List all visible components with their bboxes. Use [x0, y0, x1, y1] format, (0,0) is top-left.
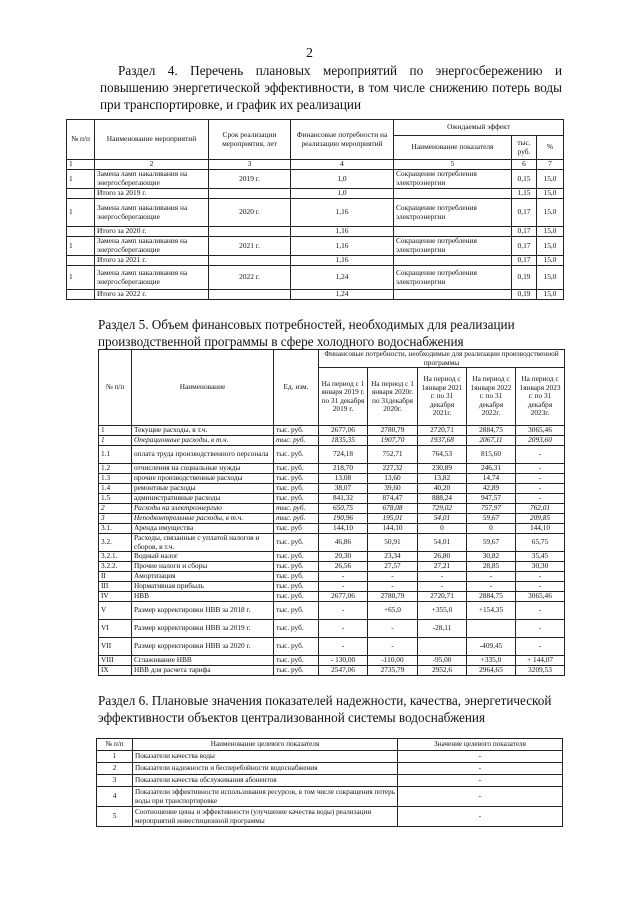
table-row: 3.2.2. Прочие налоги и сборы тыс. руб. 26,56 27,57 27,21 28,85 30,30	[99, 562, 565, 572]
col-header-num: № п/п	[67, 120, 95, 160]
section5-title: Раздел 5. Объем финансовых потребностей, необходимых для реализации производственной программы в сфере холодного водоснабжения	[98, 317, 515, 349]
section6-title: Раздел 6. Плановые значения показателей надежности, качества, энергетической эффективности объектов централизованной системы водоснабжения	[98, 693, 552, 725]
col-header-period-2019: На период с 1 января 2019 г. по 31 декабря 2019 г.	[319, 368, 368, 426]
table-row: 1.3 прочие производственные расходы тыс. руб. 13,08 13,60 13,82 14,74 -	[99, 474, 565, 484]
col-header-period-2020: На период с 1 января 2020г. по 31декабря 2020г.	[368, 368, 418, 426]
section5-table	[98, 349, 565, 676]
table-row: 3 Показатели качества обслуживания абонентов -	[97, 775, 563, 787]
table-row: 5 Соотношение цены и эффективности (улучшение качества воды) реализации мероприятий инвестиционной программы -	[97, 807, 563, 827]
col-header-num: № п/п	[97, 739, 133, 751]
table-row: 1.2 отчисления на социальные нужды тыс. руб. 218,70 227,32 230,89 246,31 -	[99, 464, 565, 474]
table-row: 2 Расходы на электроэнергию тыс. руб. 650,75 678,08 729,02 757,97 762,01	[99, 504, 565, 514]
col-header-value: Значение целевого показателя	[398, 739, 563, 751]
table-row-total: Итого за 2022 г. 1,24 0,19 15,0	[67, 290, 564, 300]
col-header-name: Наименование мероприятий	[95, 120, 209, 160]
table-row: 1 Замена ламп накаливания на энергосберегающие 2022 г. 1,24 Сокращение потребления электроэнергии 0,19 15,0	[67, 266, 564, 290]
table-row: 3 Неподконтрольные расходы, в т.ч. тыс. руб. 190,96 195,01 54,01 59,67 209,85	[99, 514, 565, 524]
table-row: 3.1. Аренда имущества тыс. руб 144,10 144,10 0 0 144,10	[99, 524, 565, 534]
table-row: 1.4 ремонтные расходы тыс. руб. 38,07 39,60 40,20 42,89 -	[99, 484, 565, 494]
table-row: 3.2.1. Водный налог тыс. руб. 20,30 23,34 26,80 30,82 35,45	[99, 552, 565, 562]
table-row: 1.5 административные расходы тыс. руб. 841,32 874,47 888,24 947,57 -	[99, 494, 565, 504]
table-row-total: Итого за 2020 г. 1,16 0,17 15,0	[67, 227, 564, 237]
table-row: 2 Показатели надежности и бесперебойности водоснабжения -	[97, 763, 563, 775]
section6-table	[96, 738, 563, 827]
col-header-name: Наименование	[132, 350, 274, 426]
col-header-num: № п/п	[99, 350, 132, 426]
table-row: VI Размер корректировки НВВ за 2019 г. тыс. руб. - - -28,11 -	[99, 620, 565, 638]
table-row: VII Размер корректировки НВВ за 2020 г. тыс. руб. - - -409,45 -	[99, 638, 565, 656]
table-row: 1 Показатели качества воды -	[97, 751, 563, 763]
table-row: 3.2. Расходы, связанные с уплатой налогов и сборов, в т.ч. тыс. руб. 46,86 50,91 54,01 59,67 65,75	[99, 534, 565, 552]
col-header-indicator: Наименование показателя	[394, 136, 512, 160]
col-numbers-row: 1 2 3 4 5 6 7	[67, 160, 564, 170]
col-header-period-2023: На период с 1января 2023 г. по 31 декабря 2023г.	[516, 368, 565, 426]
page-number: 2	[306, 46, 313, 61]
table-row: 4 Показатели эффективности использования ресурсов, в том числе сокращения потерь воды при транспортировке -	[97, 787, 563, 807]
table-row: III Нормативная прибыль тыс. руб. - - - - -	[99, 582, 565, 592]
col-header-term: Срок реализации мероприятия, лет	[209, 120, 291, 160]
section4-title: Раздел 4. Перечень плановых мероприятий по энергосбережению и повышению энергетической эффективности, в том числе снижению потерь воды при транспортировке, и график их реализации	[100, 63, 562, 112]
col-header-period-2021: На период с 1января 2021 г. по 31 декабря 2021г.	[418, 368, 467, 426]
col-header-unit: Ед. изм.	[274, 350, 319, 426]
col-header-name: Наименование целевого показателя	[133, 739, 398, 751]
col-header-unit: тыс. руб.	[512, 136, 537, 160]
table-row: IX НВВ для расчета тарифа тыс. руб. 2547,06 2735,79 2952,6 2964,65 3209,53	[99, 666, 565, 676]
col-header-effect: Ожидаемый эффект	[394, 120, 564, 136]
table-row: 1 Замена ламп накаливания на энергосберегающие 2021 г. 1,16 Сокращение потребления электроэнергии 0,17 15,0	[67, 237, 564, 256]
section4-table	[66, 119, 564, 300]
table-row-total: Итого за 2019 г. 1,0 1,15 15,0	[67, 189, 564, 199]
table-row: II Амортизация тыс. руб. - - - - -	[99, 572, 565, 582]
table-row: 1 Текущие расходы, в т.ч. тыс. руб. 2677,06 2780,79 2720,71 2884,75 3065,46	[99, 426, 565, 436]
col-header-percent: %	[537, 136, 564, 160]
table-row: V Размер корректировки НВВ за 2018 г. тыс. руб. - +65,0 +355,0 +154,35 -	[99, 602, 565, 620]
table-row: IV НВВ тыс. руб. 2677,06 2780,79 2720,71 2884,75 3065,46	[99, 592, 565, 602]
col-header-finance: Финансовые потребности, необходимые для реализации производственной программы	[319, 350, 565, 368]
table-row: VIII Сглаживание НВВ тыс. руб. - 130,00 -110,00 -95,00 +335,0 + 144,07	[99, 656, 565, 666]
table-row-total: Итого за 2021 г. 1,16 0,17 15,0	[67, 256, 564, 266]
table-row: 1 Замена ламп накаливания на энергосберегающие 2019 г. 1,0 Сокращение потребления электроэнергии 0,15 15,0	[67, 170, 564, 189]
table-row: 1 Операционные расходы, в т.ч. тыс. руб. 1835,35 1907,70 1937,68 2067,11 2093,60	[99, 436, 565, 446]
table-row: 1.1 оплата труда производственного персонала тыс. руб. 724,18 752,71 764,53 815,60 -	[99, 446, 565, 464]
table-row: 1 Замена ламп накаливания на энергосберегающие 2020 г. 1,16 Сокращение потребления электроэнергии 0,17 15,0	[67, 199, 564, 227]
col-header-period-2022: На период с 1января 2022 г. по 31 декабря 2022г.	[467, 368, 516, 426]
col-header-finance: Финансовые потребности на реализацию мероприятий	[291, 120, 394, 160]
